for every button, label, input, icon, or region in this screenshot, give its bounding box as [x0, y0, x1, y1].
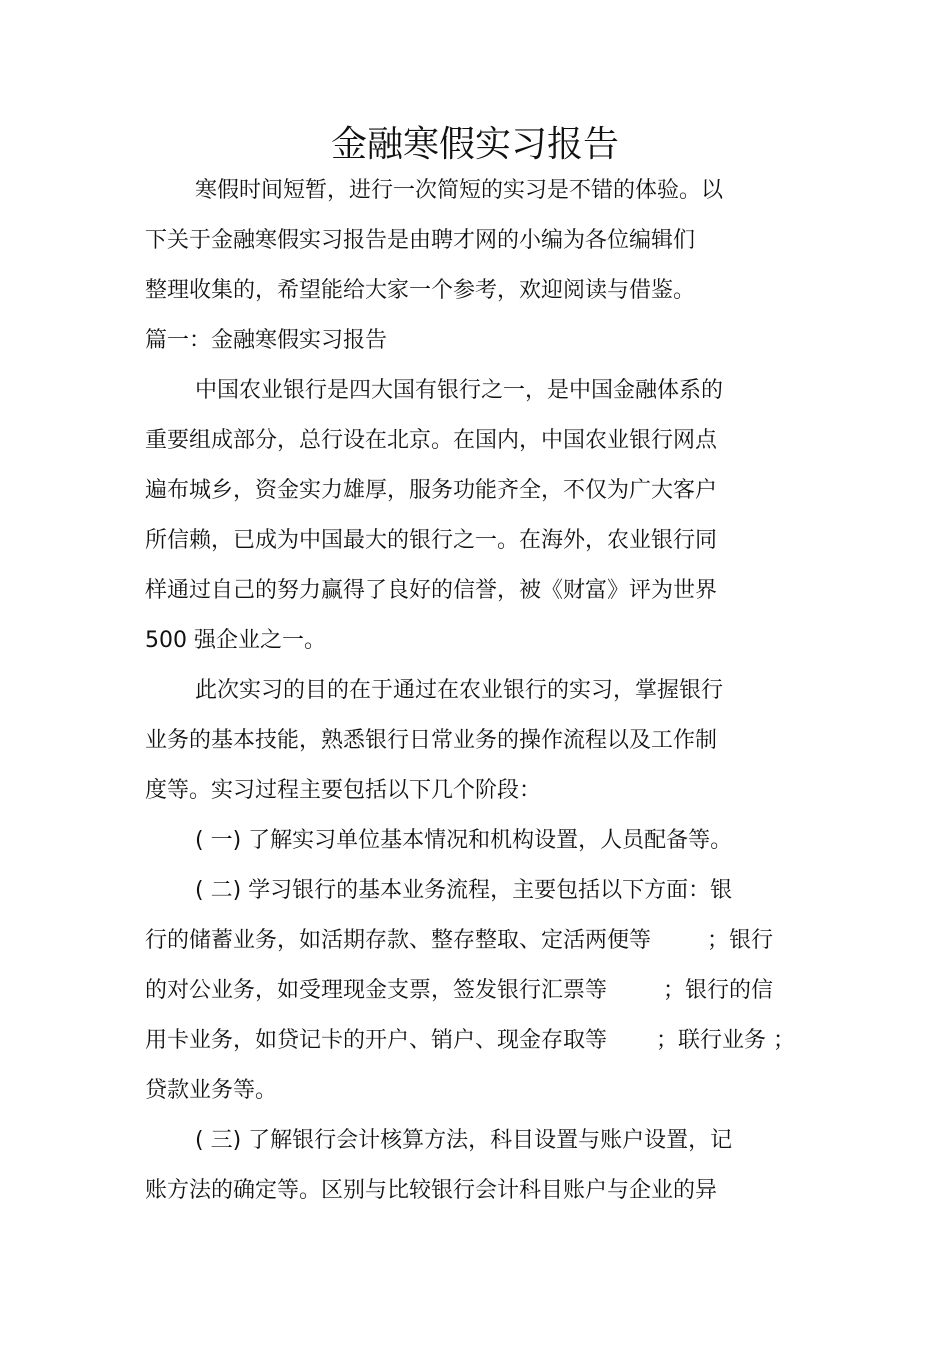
- body-line-19: 贷款业务等。: [145, 1078, 278, 1103]
- section-heading: 篇一：金融寒假实习报告: [145, 328, 388, 353]
- body-line-10: 500 强企业之一。: [145, 628, 326, 653]
- body-line-9: 样通过自己的努力赢得了良好的信誉，被《财富》评为世界: [145, 578, 718, 603]
- body-line-5: 中国农业银行是四大国有银行之一，是中国金融体系的: [195, 378, 724, 403]
- body-line-3: 整理收集的，希望能给大家一个参考，欢迎阅读与借鉴。: [145, 278, 696, 303]
- body-line-8: 所信赖，已成为中国最大的银行之一。在海外，农业银行同: [145, 528, 718, 553]
- list-item-3: ( 三) 了解银行会计核算方法，科目设置与账户设置，记: [195, 1128, 733, 1153]
- body-line-21: 账方法的确定等。区别与比较银行会计科目账户与企业的异: [145, 1178, 718, 1203]
- list-item-1: ( 一) 了解实习单位基本情况和机构设置，人员配备等。: [195, 828, 733, 853]
- body-line-2: 下关于金融寒假实习报告是由聘才网的小编为各位编辑们: [145, 228, 696, 253]
- body-line-16: 行的储蓄业务，如活期存款、整存整取、定活两便等 ；银行: [145, 928, 773, 953]
- body-line-17: 的对公业务，如受理现金支票，签发银行汇票等 ；银行的信: [145, 978, 773, 1003]
- body-line-6: 重要组成部分，总行设在北京。在国内，中国农业银行网点: [145, 428, 718, 453]
- list-item-2: ( 二) 学习银行的基本业务流程，主要包括以下方面：银: [195, 878, 733, 903]
- body-line-11: 此次实习的目的在于通过在农业银行的实习，掌握银行: [195, 678, 724, 703]
- body-line-12: 业务的基本技能，熟悉银行日常业务的操作流程以及工作制: [145, 728, 718, 753]
- body-line-13: 度等。实习过程主要包括以下几个阶段：: [145, 778, 542, 803]
- document-title: 金融寒假实习报告: [330, 124, 619, 165]
- body-line-18: 用卡业务，如贷记卡的开户、销户、现金存取等 ；联行业务 ；: [145, 1028, 795, 1053]
- body-line-1: 寒假时间短暂，进行一次简短的实习是不错的体验。以: [195, 178, 724, 203]
- body-line-7: 遍布城乡，资金实力雄厚，服务功能齐全，不仅为广大客户: [145, 478, 718, 503]
